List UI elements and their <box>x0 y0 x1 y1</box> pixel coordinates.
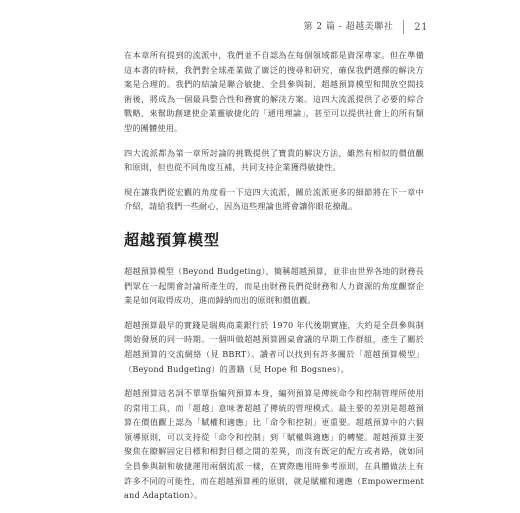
page-content <box>124 48 424 513</box>
paragraph: 現在讓我們從宏觀的角度看一下這四大流派，關於流派更多的細節將在下一章中介紹，請給我們一些耐心，因為這些理論也將會讓你眼花撩亂。 <box>124 186 424 212</box>
paragraph: 超越預算最早的實踐是瑞典商業銀行於 1970 年代後期實施，大約是全員參與制開始發展的同一時期。一個叫做超越預算圓桌會議的早期工作群組，產生了關於超越預算的交流網絡（見 BBRT）。讀者可以找到有許多關於「超越預算模型」（Beyond Budgeting）的書籍（見 Hope 和 Bogsnes）。 <box>124 319 424 374</box>
page-number: 21 <box>414 21 428 33</box>
running-head <box>304 20 428 34</box>
paragraph: 超越預算模型（Beyond Budgeting），簡稱超越預算，並非由世界各地的財務長們眾在一起開會討論所產生的，而是由財務長們從財務和人力資源的角度觀察企業是如何取得成功，進而歸納而出的原則和價值觀。 <box>124 265 424 306</box>
section-heading: 超越預算模型 <box>124 230 221 249</box>
chapter-title: 第 2 篇 - 超越美聯社 <box>304 20 405 34</box>
paragraph: 超越預算這名詞不單單指編列預算本身，編列預算是傳統命令和控制管理所使用的常用工具，而「超越」意味著超越了傳統的管理模式。最主要的差別是超越預算在價值觀上認為「賦權和適應」比「命令和控制」更重要。超越預算中的六個領導原則，可以支持從「命令和控制」到「賦權與適應」的轉變。超越預算主要聚焦在瞭解固定目標和相對目標之間的差異，而沒有既定的配方或者路，就如同全員參與制和敏捷運用兩個流派一樣，在實際應用時參考原則，在具體做法上有許多不同的可能性，而在超越預算裡的原則，就是賦權和適應（Empowerment and Adaptation）。 <box>124 388 424 501</box>
paragraph: 在本章所有提到的流派中，我們並不自認為在每個領域都是資深專家。但在準備這本書的時候，我們對全球產業做了廣泛的搜尋和研究，確保我們選擇的解決方案是合理的。我們的結論是聯合敏捷、全員參與制、超越預算模型和開放空間技術後，將成為一個最具整合性和務實的解決方案。這四大流派提供了必要的綜合戰略，來幫助創建使企業靈敏捷化的「通用理論」，甚至可以提供社會上的所有類型的團體使用。 <box>124 50 424 133</box>
paragraph: 四大流派都為第一章所討論的挑戰提供了寶貴的解決方法，雖然有相似的價值觀和原則，但也從不同角度互補，共同支持企業獲得敏捷性。 <box>124 147 424 173</box>
